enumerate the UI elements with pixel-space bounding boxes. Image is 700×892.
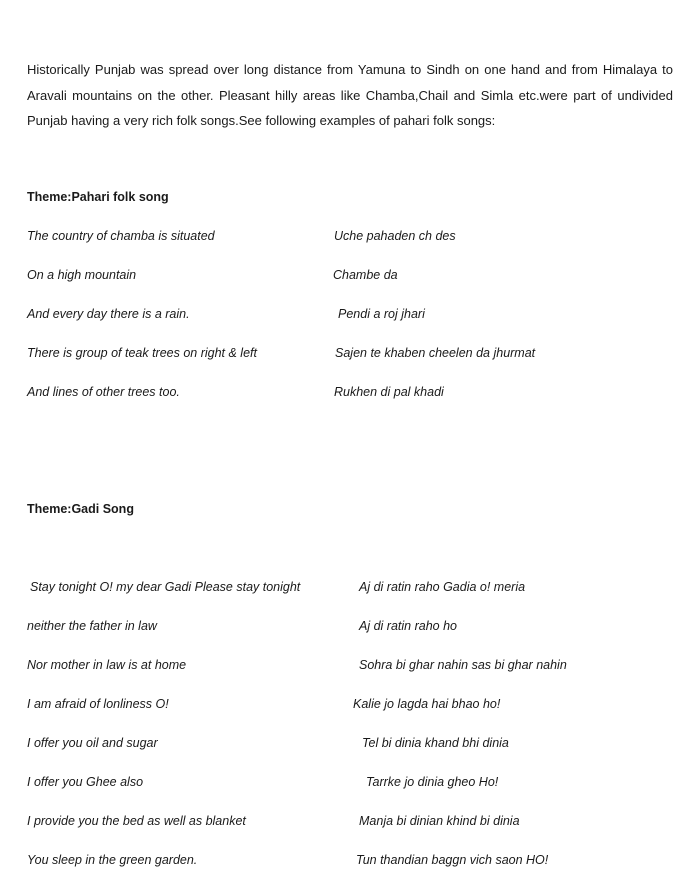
gadi-translit-line-4: Kalie jo lagda hai bhao ho! [353,697,501,711]
gadi-translit-line-1: Aj di ratin raho Gadia o! meria [359,580,526,594]
intro-paragraph: Historically Punjab was spread over long distance from Yamuna to Sindh on one hand and from Himalaya to Aravali mountains on the other. Pleasant hilly areas like Chamba,Chail and Simla etc.were part of undivided Punjab having a very rich folk songs.See following examples of pahari folk songs: [27,62,673,128]
section-heading-gadi: Theme:Gadi Song [27,502,134,516]
gadi-english-line-8: You sleep in the green garden. [27,853,198,867]
pahari-english-line-2: On a high mountain [27,268,137,282]
gadi-translit-line-6: Tarrke jo dinia gheo Ho! [366,775,499,789]
section-heading-pahari: Theme:Pahari folk song [27,190,169,204]
pahari-translit-line-2: Chambe da [333,268,398,282]
gadi-translit-line-8: Tun thandian baggn vich saon HO! [356,853,549,867]
gadi-english-line-7: I provide you the bed as well as blanket [27,814,246,828]
pahari-english-line-1: The country of chamba is situated [27,229,215,243]
pahari-translit-line-5: Rukhen di pal khadi [334,385,444,399]
pahari-translit-line-1: Uche pahaden ch des [334,229,456,243]
pahari-translit-line-4: Sajen te khaben cheelen da jhurmat [335,346,536,360]
pahari-translit-line-3: Pendi a roj jhari [338,307,425,321]
gadi-translit-line-3: Sohra bi ghar nahin sas bi ghar nahin [359,658,567,672]
pahari-english-line-4: There is group of teak trees on right & left [27,346,257,360]
gadi-english-line-4: I am afraid of lonliness O! [27,697,169,711]
gadi-english-line-6: I offer you Ghee also [27,775,144,789]
gadi-translit-line-5: Tel bi dinia khand bhi dinia [362,736,509,750]
pahari-english-line-5: And lines of other trees too. [27,385,180,399]
gadi-translit-line-7: Manja bi dinian khind bi dinia [359,814,520,828]
gadi-english-line-1: Stay tonight O! my dear Gadi Please stay tonight [30,580,301,594]
gadi-english-line-2: neither the father in law [27,619,157,633]
gadi-english-line-5: I offer you oil and sugar [27,736,158,750]
gadi-english-line-3: Nor mother in law is at home [27,658,187,672]
gadi-translit-line-2: Aj di ratin raho ho [359,619,457,633]
pahari-english-line-3: And every day there is a rain. [27,307,190,321]
